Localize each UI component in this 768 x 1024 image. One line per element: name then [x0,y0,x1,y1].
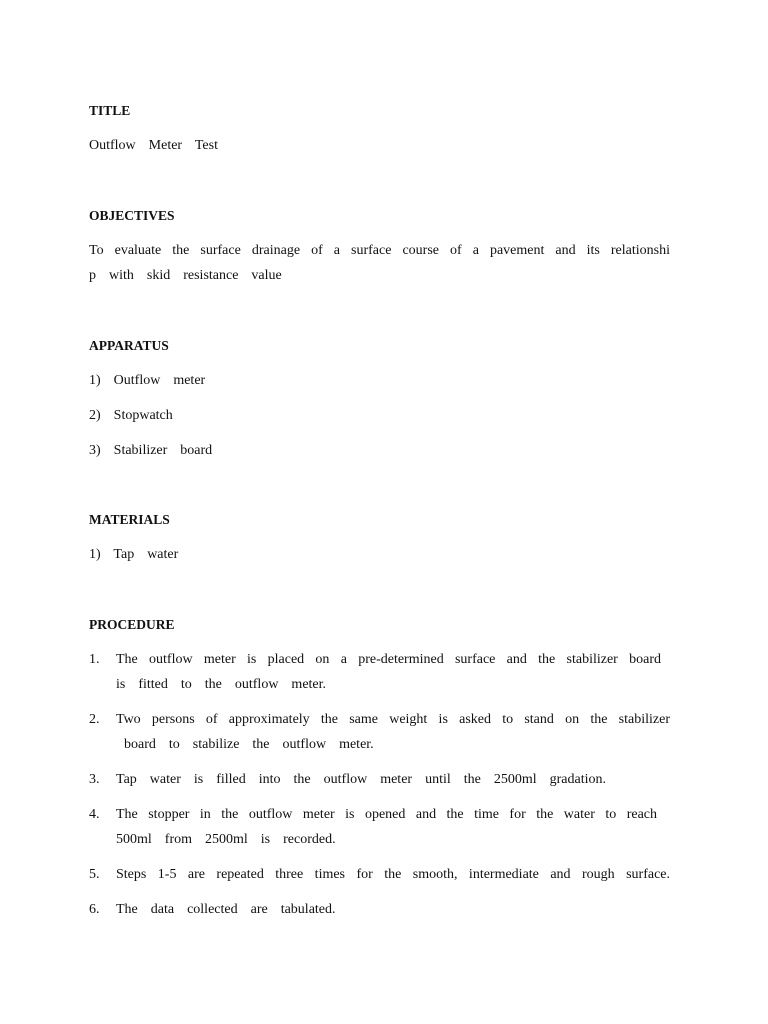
procedure-step-3-line-1: Tap water is filled into the outflow meter until the 2500ml gradation. [116,772,606,787]
procedure-heading: PROCEDURE [89,617,175,632]
procedure-step-6-number: 6. [89,902,100,917]
objectives-heading: OBJECTIVES [89,208,175,223]
apparatus-item-2: 2) Stopwatch [89,408,173,423]
procedure-step-5-number: 5. [89,867,100,882]
procedure-step-4-line-2: 500ml from 2500ml is recorded. [116,832,336,847]
procedure-step-5-line-1: Steps 1-5 are repeated three times for the smooth, intermediate and rough surface. [116,867,670,882]
procedure-step-4-line-1: The stopper in the outflow meter is opened and the time for the water to reach [116,807,657,822]
procedure-step-4-number: 4. [89,807,100,822]
apparatus-item-3: 3) Stabilizer board [89,443,213,458]
title-heading: TITLE [89,103,131,118]
procedure-step-1-line-2: is fitted to the outflow meter. [116,677,327,692]
apparatus-item-1: 1) Outflow meter [89,373,206,388]
materials-heading: MATERIALS [89,512,170,527]
procedure-step-1-number: 1. [89,652,100,667]
procedure-step-1-line-1: The outflow meter is placed on a pre-determined surface and the stabilizer board [116,652,661,667]
materials-item-1: 1) Tap water [89,547,179,562]
procedure-step-2-line-1: Two persons of approximately the same weight is asked to stand on the stabilizer [116,712,670,727]
apparatus-heading: APPARATUS [89,338,169,353]
title-text: Outflow Meter Test [89,138,218,153]
procedure-step-6-line-1: The data collected are tabulated. [116,902,336,917]
procedure-step-3-number: 3. [89,772,100,787]
objectives-line-1: To evaluate the surface drainage of a surface course of a pavement and its relationshi [89,243,670,258]
procedure-step-2-number: 2. [89,712,100,727]
objectives-line-2: p with skid resistance value [89,268,282,283]
procedure-step-2-line-2: board to stabilize the outflow meter. [124,737,374,752]
